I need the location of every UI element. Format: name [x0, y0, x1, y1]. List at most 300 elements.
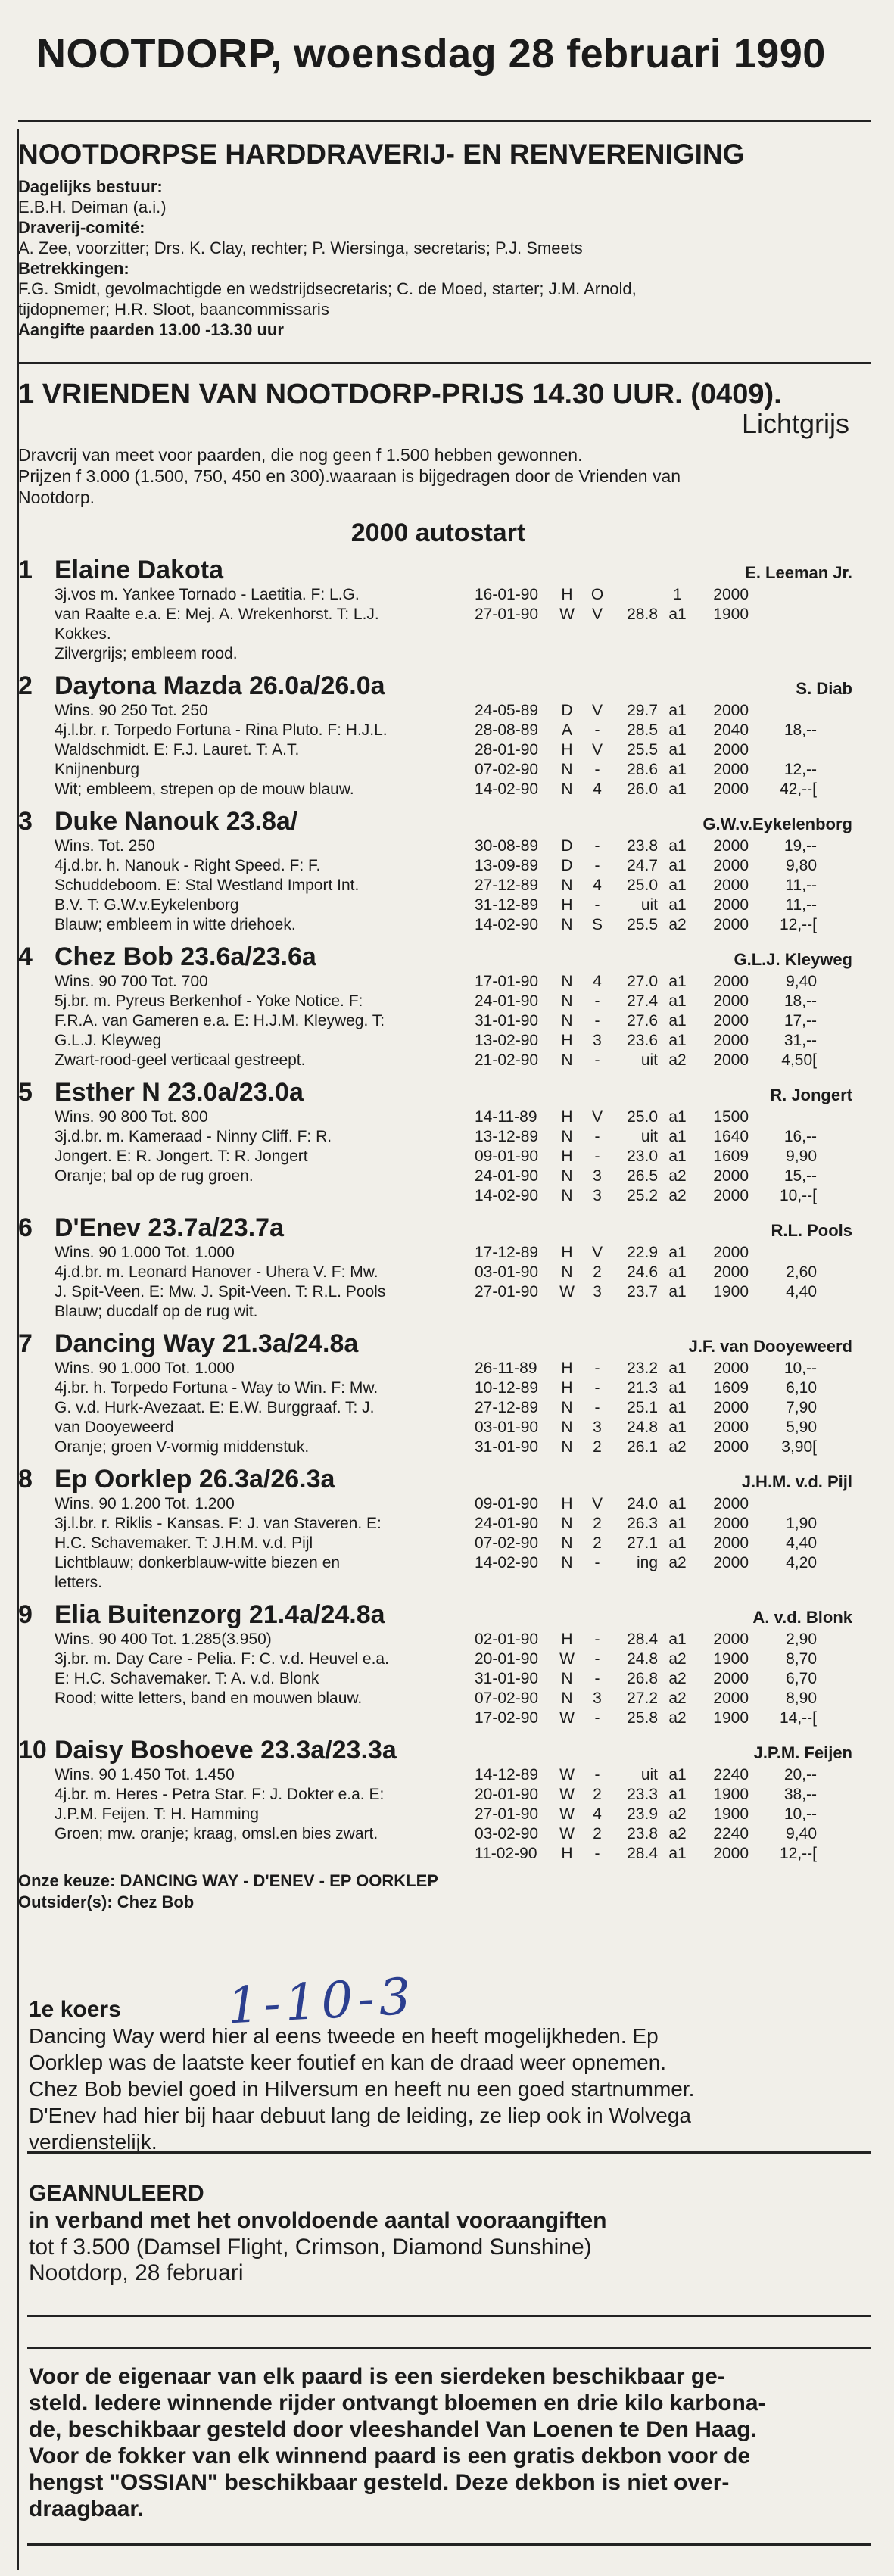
run-track: N: [561, 1515, 573, 1532]
officials-label: Betrekkingen:: [18, 259, 129, 278]
run-track: H: [561, 1379, 573, 1397]
cancelled-place: Nootdorp, 28 februari: [29, 2260, 244, 2285]
run-start: a1: [668, 857, 687, 874]
run-track: H: [561, 1108, 573, 1126]
horse-trainer: E. Leeman Jr.: [745, 563, 852, 582]
run-distance: 2000: [713, 1690, 749, 1707]
horse-number: 5: [18, 1078, 33, 1107]
board-text: E.B.H. Deiman (a.i.): [18, 198, 167, 216]
horse-info: [55, 836, 475, 935]
horse-runs: [475, 836, 858, 935]
divider: [27, 2315, 871, 2317]
run-row: [475, 1785, 858, 1805]
horse-entry: [18, 1600, 858, 1728]
run-track: N: [561, 1554, 573, 1571]
run-date: 20-01-90: [475, 1786, 539, 1803]
run-distance: 1900: [713, 1805, 749, 1823]
run-time: [612, 585, 658, 605]
horse-info-line: 3j.vos m. Yankee Tornado - Laetitia. F: L.G.: [55, 586, 360, 603]
run-track: N: [561, 1534, 573, 1552]
run-odds: 11,--: [785, 877, 817, 894]
run-date: 24-05-89: [475, 702, 539, 719]
run-place: -: [594, 1128, 600, 1145]
run-place: 2: [593, 1786, 602, 1803]
run-place: 4: [593, 877, 602, 894]
run-place: S: [591, 916, 603, 933]
run-time: 28.4: [627, 1845, 658, 1862]
run-time: uit: [640, 1766, 658, 1783]
run-odds: 4,40: [786, 1534, 817, 1552]
run-row: [475, 836, 858, 856]
horse-name: Elaine Dakota: [55, 556, 223, 584]
run-track: H: [561, 1148, 573, 1165]
run-distance: 2000: [713, 741, 749, 758]
race-start: 2000 autostart: [350, 519, 526, 547]
run-date: 28-08-89: [475, 721, 539, 739]
run-distance: 2000: [713, 896, 749, 914]
run-start: a2: [668, 1650, 687, 1668]
organization-title: NOOTDORPSE HARDDRAVERIJ- EN RENVERENIGING: [18, 139, 745, 170]
horse-info-line: Blauw; ducdalf op de rug wit.: [55, 1303, 258, 1320]
organization-block: [18, 139, 851, 340]
run-time: 25.0: [627, 1108, 658, 1126]
horse-trainer: J.F. van Dooyeweerd: [688, 1337, 852, 1356]
run-start: a2: [668, 1690, 687, 1707]
horse-info-line: Rood; witte letters, band en mouwen blauw.: [55, 1690, 363, 1707]
run-track: H: [561, 1244, 573, 1261]
run-place: V: [591, 606, 603, 623]
run-place: -: [594, 1766, 600, 1783]
run-start: a1: [668, 896, 687, 914]
run-time: 23.3: [627, 1786, 658, 1803]
run-track: H: [561, 1495, 573, 1512]
run-start: a1: [668, 1379, 687, 1397]
run-odds: 18,--: [783, 721, 817, 739]
horse-name: Dancing Way 21.3a/24.8a: [55, 1329, 359, 1358]
run-distance: 2040: [713, 721, 749, 739]
run-row: [475, 1282, 858, 1302]
run-track: H: [561, 1631, 573, 1648]
run-time: 26.8: [627, 1670, 658, 1687]
horse-info-line: 3j.br. m. Day Care - Pelia. F: C. v.d. Heuvel e.a.: [55, 1650, 389, 1668]
run-odds: 10,--: [783, 1360, 817, 1377]
run-track: N: [561, 916, 573, 933]
horse-info-line: van Raalte e.a. E: Mej. A. Wrekenhorst. T: L.J.: [55, 606, 379, 623]
run-distance: 2000: [713, 973, 749, 990]
run-time: uit: [640, 1128, 658, 1145]
run-distance: 1609: [713, 1148, 749, 1165]
run-start: a1: [668, 1360, 687, 1377]
run-row: [475, 605, 858, 625]
run-start: a2: [668, 1167, 687, 1185]
horse-info-line: 4j.br. m. Heres - Petra Star. F: J. Dokter e.a. E:: [55, 1786, 385, 1803]
run-start: a1: [668, 992, 687, 1010]
run-time: 27.2: [627, 1690, 658, 1707]
run-distance: 2000: [713, 1187, 749, 1204]
run-odds: 1,90: [786, 1515, 817, 1532]
run-odds: 5,90: [786, 1419, 817, 1436]
run-place: V: [591, 1108, 603, 1126]
committee-label: Draverij-comité:: [18, 218, 145, 237]
run-time: 28.4: [627, 1631, 658, 1648]
run-time: 26.0: [627, 780, 658, 798]
run-date: 17-02-90: [475, 1709, 539, 1727]
run-track: H: [561, 741, 573, 758]
run-start: a1: [668, 1786, 687, 1803]
horse-entry: [18, 807, 858, 935]
run-odds: [749, 605, 817, 625]
divider: [27, 2543, 871, 2546]
run-track: N: [561, 780, 573, 798]
run-date: 31-01-90: [475, 1438, 539, 1456]
run-start: a1: [668, 973, 687, 990]
run-distance: 2000: [713, 702, 749, 719]
horse-info-line: Wins. 90 1.000 Tot. 1.000: [55, 1360, 235, 1377]
run-odds: 14,--[: [779, 1709, 817, 1727]
horse-number: 9: [18, 1600, 33, 1629]
horse-info-line: Groen; mw. oranje; kraag, omsl.en bies zwart.: [55, 1825, 378, 1842]
run-start: a2: [668, 1438, 687, 1456]
horse-info-line: H.C. Schavemaker. T: J.H.M. v.d. Pijl: [55, 1534, 313, 1552]
run-distance: 2240: [713, 1766, 749, 1783]
run-distance: 1900: [713, 1709, 749, 1727]
run-start: a2: [668, 916, 687, 933]
horse-runs: [475, 972, 858, 1070]
run-place: -: [594, 837, 600, 855]
run-row: [475, 1107, 858, 1127]
run-row: [475, 1398, 858, 1418]
run-distance: 2000: [713, 1495, 749, 1512]
race-title: 1 VRIENDEN VAN NOOTDORP-PRIJS 14.30 UUR. (0409).: [18, 378, 782, 410]
run-place: 4: [593, 780, 602, 798]
horse-info-line: G. v.d. Hurk-Avezaat. E: E.W. Burggraaf. T: J.: [55, 1399, 375, 1416]
run-row: [475, 972, 858, 992]
horse-entry: [18, 1329, 858, 1457]
horse-trainer: J.P.M. Feijen: [753, 1743, 852, 1762]
run-distance: 2000: [713, 916, 749, 933]
horse-info-line: F.R.A. van Gameren e.a. E: H.J.M. Kleyweg. T:: [55, 1012, 385, 1029]
run-row: [475, 1147, 858, 1167]
horse-info-line: Lichtblauw; donkerblauw-witte biezen en: [55, 1554, 341, 1571]
officials-text: F.G. Smidt, gevolmachtigde en wedstrijdsecretaris; C. de Moed, starter; J.M. Arnold,: [18, 279, 637, 298]
run-row: [475, 701, 858, 721]
horse-list: [18, 556, 858, 1864]
run-row: [475, 896, 858, 915]
run-start: a1: [668, 1148, 687, 1165]
run-place: -: [594, 1709, 600, 1727]
horse-number: 2: [18, 671, 33, 700]
preview-heading: 1e koers: [29, 1997, 121, 2022]
run-odds: 2,90: [786, 1631, 817, 1648]
horse-info-line: Wins. 90 400 Tot. 1.285(3.950): [55, 1631, 272, 1648]
run-odds: 4,20: [786, 1554, 817, 1571]
horse-info-line: Wins. 90 1.200 Tot. 1.200: [55, 1495, 235, 1512]
run-start: a1: [668, 1032, 687, 1049]
run-distance: 2240: [713, 1825, 749, 1842]
run-start: a1: [668, 606, 687, 623]
horse-trainer: R.L. Pools: [771, 1221, 852, 1240]
run-place: -: [594, 896, 600, 914]
notice-line: de, beschikbaar gesteld door vleeshandel Van Loenen te Den Haag.: [29, 2417, 757, 2442]
run-start: a2: [668, 1554, 687, 1571]
run-time: 25.0: [627, 877, 658, 894]
horse-info-line: Blauw; embleem in witte driehoek.: [55, 916, 296, 933]
run-time: 23.2: [627, 1360, 658, 1377]
board-label: Dagelijks bestuur:: [18, 177, 163, 196]
run-time: 27.0: [627, 973, 658, 990]
run-start: a1: [668, 1845, 687, 1862]
run-time: uit: [640, 1051, 658, 1069]
horse-info: [55, 585, 475, 664]
run-odds: 6,70: [786, 1670, 817, 1687]
run-row: [475, 1630, 858, 1649]
run-time: 23.8: [627, 837, 658, 855]
horse-runs: [475, 1359, 858, 1457]
run-date: 21-02-90: [475, 1051, 539, 1069]
horse-info-line: Wins. 90 700 Tot. 700: [55, 973, 208, 990]
run-time: 24.8: [627, 1419, 658, 1436]
run-date: 27-01-90: [475, 1805, 539, 1823]
notice-line: draagbaar.: [29, 2497, 144, 2521]
run-track: H: [561, 1360, 573, 1377]
run-date: 27-12-89: [475, 877, 539, 894]
run-odds: [749, 1243, 817, 1263]
run-row: [475, 1011, 858, 1031]
run-track: N: [561, 1128, 573, 1145]
run-time: 21.3: [627, 1379, 658, 1397]
run-track: H: [561, 1845, 573, 1862]
divider: [18, 120, 871, 122]
run-track: N: [561, 1670, 573, 1687]
horse-number: 10: [18, 1736, 47, 1765]
run-time: 25.5: [627, 916, 658, 933]
notice-line: Voor de eigenaar van elk paard is een sierdeken beschikbaar ge-: [29, 2364, 725, 2389]
horse-info-line: 3j.l.br. r. Riklis - Kansas. F: J. van Staveren. E:: [55, 1515, 382, 1532]
horse-info: [55, 972, 475, 1070]
run-date: 13-12-89: [475, 1128, 539, 1145]
horse-info: [55, 1630, 475, 1728]
run-row: [475, 1534, 858, 1553]
run-row: [475, 1438, 858, 1457]
run-distance: 2000: [713, 1554, 749, 1571]
horse-name: Duke Nanouk 23.8a/: [55, 807, 298, 836]
run-time: 22.9: [627, 1244, 658, 1261]
run-odds: 10,--[: [779, 1187, 817, 1204]
run-place: -: [594, 992, 600, 1010]
preview-line: D'Enev had hier bij haar debuut lang de leiding, ze liep ook in Wolvega: [29, 2104, 691, 2127]
run-odds: 12,--: [783, 761, 817, 778]
notice-line: Voor de fokker van elk winnend paard is een gratis dekbon voor de: [29, 2444, 751, 2469]
horse-info-line: Knijnenburg: [55, 761, 140, 778]
horse-info-line: Schuddeboom. E: Stal Westland Import Int.: [55, 877, 360, 894]
run-time: 26.5: [627, 1167, 658, 1185]
run-row: [475, 1669, 858, 1689]
run-row: [475, 1805, 858, 1824]
horse-name: Esther N 23.0a/23.0a: [55, 1078, 304, 1107]
horse-info-line: 4j.d.br. h. Nanouk - Right Speed. F: F.: [55, 857, 321, 874]
run-odds: 38,--: [783, 1786, 817, 1803]
run-start: a1: [668, 1244, 687, 1261]
run-distance: 2000: [713, 1438, 749, 1456]
run-time: uit: [640, 896, 658, 914]
run-place: 4: [593, 973, 602, 990]
run-odds: 4,40: [786, 1283, 817, 1300]
run-date: 27-01-90: [475, 606, 539, 623]
run-row: [475, 856, 858, 876]
horse-info-line: 4j.l.br. r. Torpedo Fortuna - Rina Pluto. F: H.J.L.: [55, 721, 388, 739]
horse-entry: [18, 1213, 858, 1322]
run-date: 17-01-90: [475, 973, 539, 990]
horse-info-line: Zilvergrijs; embleem rood.: [55, 645, 238, 662]
run-distance: 2000: [713, 877, 749, 894]
run-place: -: [594, 1399, 600, 1416]
horse-entry: [18, 1736, 858, 1864]
horse-trainer: G.W.v.Eykelenborg: [702, 815, 852, 833]
run-track: W: [559, 1650, 575, 1668]
run-odds: 9,40: [786, 1825, 817, 1842]
run-distance: 2000: [713, 1012, 749, 1029]
run-time: 23.8: [627, 1825, 658, 1842]
run-place: 3: [593, 1032, 602, 1049]
horse-runs: [475, 1494, 858, 1593]
horse-runs: [475, 585, 858, 664]
horse-number: 4: [18, 942, 33, 971]
run-time: 24.8: [627, 1650, 658, 1668]
run-date: 14-02-90: [475, 1554, 539, 1571]
run-track: N: [561, 1438, 573, 1456]
run-distance: 1900: [713, 1650, 749, 1668]
horse-info-line: Oranje; bal op de rug groen.: [55, 1167, 254, 1185]
run-start: a1: [668, 1399, 687, 1416]
horse-info: [55, 701, 475, 799]
divider: [27, 2347, 871, 2349]
run-track: H: [561, 896, 573, 914]
run-start: a2: [668, 1709, 687, 1727]
run-track: N: [561, 761, 573, 778]
run-row: [475, 1514, 858, 1534]
horse-trainer: R. Jongert: [770, 1086, 852, 1104]
run-place: 2: [593, 1263, 602, 1281]
run-start: a2: [668, 1051, 687, 1069]
run-time: 28.6: [627, 761, 658, 778]
run-track: N: [561, 1012, 573, 1029]
run-row: [475, 1359, 858, 1378]
preview-line: Dancing Way werd hier al eens tweede en heeft mogelijkheden. Ep: [29, 2024, 659, 2048]
horse-trainer: G.L.J. Kleyweg: [734, 950, 852, 969]
horse-info-line: E: H.C. Schavemaker. T: A. v.d. Blonk: [55, 1670, 319, 1687]
preview-line: Chez Bob beviel goed in Hilversum en heeft nu een goed startnummer.: [29, 2077, 695, 2101]
run-distance: 2000: [713, 1534, 749, 1552]
run-row: [475, 1418, 858, 1438]
cancelled-reason: in verband met het onvoldoende aantal vooraangiften: [29, 2208, 607, 2233]
run-date: 14-11-89: [475, 1108, 537, 1126]
run-time: 27.4: [627, 992, 658, 1010]
run-row: [475, 721, 858, 740]
preview-line: Oorklep was de laatste keer foutief en kan de draad weer opnemen.: [29, 2051, 667, 2074]
horse-runs: [475, 701, 858, 799]
run-start: 1: [673, 586, 682, 603]
page-title: NOOTDORP, woensdag 28 februari 1990: [36, 31, 826, 76]
run-distance: 1900: [713, 1786, 749, 1803]
our-choice: Onze keuze: DANCING WAY - D'ENEV - EP OORKLEP: [18, 1871, 438, 1890]
run-date: 03-01-90: [475, 1419, 539, 1436]
run-start: a1: [668, 837, 687, 855]
horse-info-line: Wins. 90 800 Tot. 800: [55, 1108, 208, 1126]
run-date: 09-01-90: [475, 1495, 539, 1512]
run-odds: 20,--: [783, 1766, 817, 1783]
run-date: 10-12-89: [475, 1379, 539, 1397]
run-distance: 2000: [713, 1670, 749, 1687]
run-distance: 2000: [713, 1167, 749, 1185]
run-time: 29.7: [627, 702, 658, 719]
run-odds: 42,--[: [779, 780, 817, 798]
run-start: a1: [668, 1495, 687, 1512]
run-date: 17-12-89: [475, 1244, 539, 1261]
horse-info-line: J. Spit-Veen. E: Mw. J. Spit-Veen. T: R.L. Pools: [55, 1283, 386, 1300]
run-odds: [749, 1107, 817, 1127]
run-track: N: [561, 1167, 573, 1185]
race-block: [18, 378, 858, 1912]
horse-runs: [475, 1630, 858, 1728]
run-distance: 2000: [713, 1263, 749, 1281]
run-track: N: [561, 973, 573, 990]
run-row: [475, 1186, 858, 1206]
horse-number: 7: [18, 1329, 33, 1358]
horse-runs: [475, 1107, 858, 1206]
run-odds: 8,70: [786, 1650, 817, 1668]
run-row: [475, 1167, 858, 1186]
run-place: V: [591, 702, 603, 719]
run-time: 25.5: [627, 741, 658, 758]
run-row: [475, 740, 858, 760]
outsider: Outsider(s): Chez Bob: [18, 1892, 195, 1911]
horse-info: [55, 1107, 475, 1206]
run-row: [475, 1709, 858, 1728]
run-odds: 31,--: [783, 1032, 817, 1049]
divider: [18, 362, 871, 364]
run-distance: 2000: [713, 1631, 749, 1648]
run-distance: 2000: [713, 586, 749, 603]
run-place: -: [594, 1012, 600, 1029]
run-track: D: [561, 857, 573, 874]
race-color: Lichtgrijs: [741, 408, 849, 439]
run-odds: 15,--: [783, 1167, 817, 1185]
run-start: a1: [668, 1283, 687, 1300]
condition-line: Prijzen f 3.000 (1.500, 750, 450 en 300).waaraan is bijgedragen door de Vrienden van: [18, 466, 681, 486]
run-place: O: [590, 586, 604, 603]
officials-text: tijdopnemer; H.R. Sloot, baancommissaris: [18, 300, 329, 319]
run-odds: 12,--[: [779, 1845, 817, 1862]
run-place: 3: [593, 1187, 602, 1204]
run-date: 14-02-90: [475, 916, 539, 933]
run-distance: 1500: [713, 1108, 749, 1126]
run-row: [475, 1051, 858, 1070]
run-place: 2: [593, 1438, 602, 1456]
run-track: W: [559, 1709, 575, 1727]
horse-number: 6: [18, 1213, 33, 1242]
run-track: D: [561, 837, 573, 855]
run-distance: 2000: [713, 1244, 749, 1261]
condition-line: Nootdorp.: [18, 487, 95, 507]
run-track: H: [561, 1032, 573, 1049]
horse-info-line: B.V. T: G.W.v.Eykelenborg: [55, 896, 239, 914]
run-distance: 1900: [713, 1283, 749, 1300]
run-start: a1: [668, 721, 687, 739]
run-start: a2: [668, 1825, 687, 1842]
run-place: -: [594, 721, 600, 739]
notice-line: steld. Iedere winnende rijder ontvangt bloemen en drie kilo karbona-: [29, 2391, 766, 2416]
horse-name: Chez Bob 23.6a/23.6a: [55, 942, 316, 971]
